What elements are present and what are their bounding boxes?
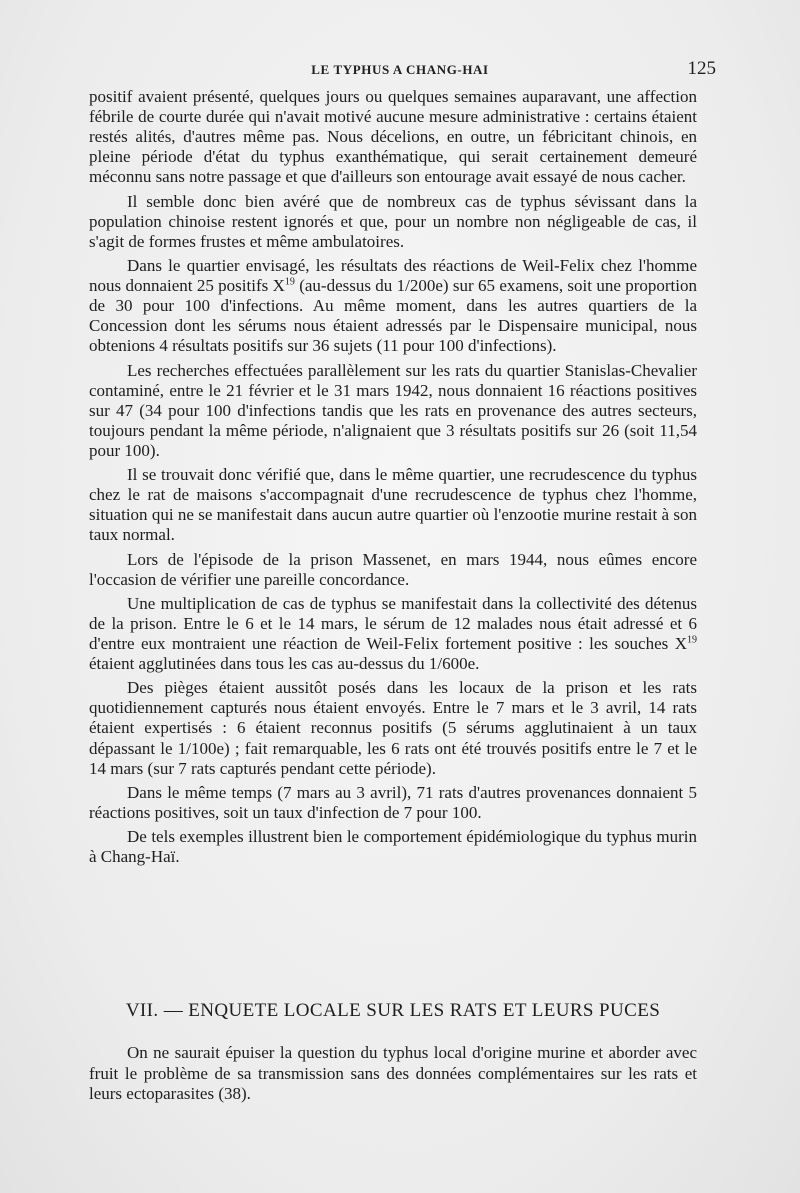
paragraph-5: Il se trouvait donc vérifié que, dans le même quartier, une recrudescence du typhus chez le rat de maisons s'accompagnait d'une recrudescence de typhus chez l'homme, situation qui ne se manifestait dans aucun autre quartier où l'enzootie murine restait à son taux normal. bbox=[89, 465, 697, 545]
section-body bbox=[89, 1043, 697, 1105]
section-paragraph: On ne saurait épuiser la question du typhus local d'origine murine et aborder avec fruit le problème de sa transmission sans des données complémentaires sur les rats et leurs ectoparasites (38). bbox=[89, 1043, 697, 1103]
paragraph-7-superscript: 19 bbox=[687, 634, 697, 646]
paragraph-1: positif avaient présenté, quelques jours ou quelques semaines auparavant, une affection fébrile de courte durée qui n'avait motivé aucune mesure administrative : certains étaient restés alités, d'autres même pas. Nous décelions, en outre, un fébricitant chinois, en pleine période d'état du typhus exanthématique, qui serait certainement demeuré méconnu sans notre passage et que d'ailleurs son entourage avait essayé de nous cacher. bbox=[89, 87, 697, 187]
running-head bbox=[90, 58, 716, 82]
section-heading: VII. — ENQUETE LOCALE SUR LES RATS ET LEURS PUCES bbox=[125, 1000, 661, 1021]
paragraph-6: Lors de l'épisode de la prison Massenet, en mars 1944, nous eûmes encore l'occasion de vérifier une pareille concordance. bbox=[89, 549, 697, 589]
paragraph-9: Dans le même temps (7 mars au 3 avril), 71 rats d'autres provenances donnaient 5 réactions positives, soit un taux d'infection de 7 pour 100. bbox=[89, 782, 697, 822]
running-title: LE TYPHUS A CHANG-HAI bbox=[311, 62, 489, 77]
body-text bbox=[89, 87, 697, 871]
paragraph-3-rest: (au-dessus du 1/200e) sur 65 examens, soit une proportion de 30 pour 100 d'infections. Au même moment, dans les autres quartiers de la Concession dont les sérums nous étaient adressés par le Dispensaire municipal, nous obtenions 4 résultats positifs sur 36 sujets (11 pour 100 d'infections). bbox=[89, 276, 697, 356]
paragraph-8: Des pièges étaient aussitôt posés dans les locaux de la prison et les rats quotidiennement capturés nous étaient envoyés. Entre le 7 mars et le 3 avril, 14 rats étaient expertisés : 6 étaient reconnus positifs (5 sérums agglutinaient à un taux dépassant le 1/100e) ; fait remarquable, les 6 rats ont été trouvés positifs entre le 7 et le 14 mars (sur 7 rats capturés pendant cette période). bbox=[89, 678, 697, 778]
paragraph-3-start: Dans le quartier envisagé, les résultats des réactions de Weil-Felix chez l'homme nous donnaient 25 positifs X bbox=[89, 255, 697, 296]
paragraph-7 bbox=[89, 594, 697, 674]
page-number: 125 bbox=[687, 58, 716, 79]
paragraph-2: Il semble donc bien avéré que de nombreux cas de typhus sévissant dans la population chinoise restent ignorés et que, pour un nombre non négligeable de cas, il s'agit de formes frustes et même ambulatoires. bbox=[89, 191, 697, 251]
paragraph-3-superscript: 19 bbox=[284, 276, 295, 288]
paragraph-4: Les recherches effectuées parallèlement sur les rats du quartier Stanislas-Chevalier contaminé, entre le 21 février et le 31 mars 1942, nous donnaient 16 réactions positives sur 47 (34 pour 100 d'infections tandis que les rats en provenance des autres secteurs, toujours pendant la même période, n'alignaient que 3 résultats positifs sur 26 (soit 11,54 pour 100). bbox=[89, 360, 697, 460]
paragraph-7-start: Une multiplication de cas de typhus se manifestait dans la collectivité des détenus de la prison. Entre le 6 et le 14 mars, le sérum de 12 malades nous était adressé et 6 d'entre eux montraient une réaction de Weil-Felix fortement positive : les souches X bbox=[89, 593, 697, 653]
paragraph-10: De tels exemples illustrent bien le comportement épidémiologique du typhus murin à Chang-Haï. bbox=[89, 827, 697, 867]
paragraph-7-rest: étaient agglutinées dans tous les cas au-dessus du 1/600e. bbox=[89, 654, 480, 674]
paragraph-3 bbox=[89, 256, 697, 356]
